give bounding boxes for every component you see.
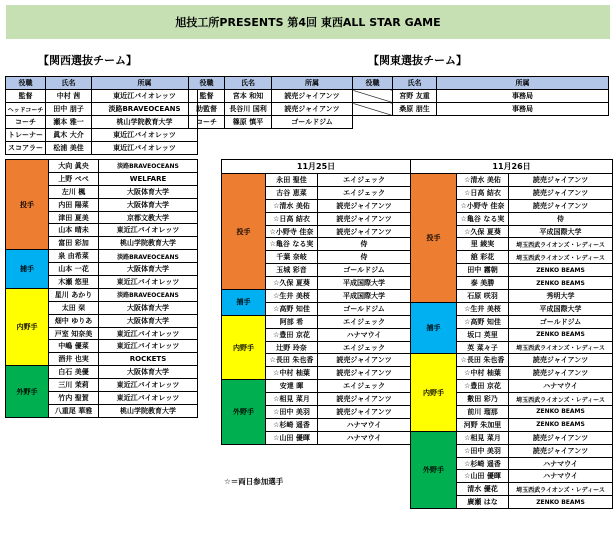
player-name: ☆久保 夏葵 [266,277,318,290]
player-name: 里 綾実 [457,238,509,251]
player-name: 石原 咲羽 [457,290,509,303]
player-team: 埼玉西武ライオンズ・レディース [509,483,613,496]
table-row [353,90,609,103]
player-team: 読売ジャイアンツ [318,354,411,367]
player-name: ☆長田 朱也香 [457,354,509,367]
position-cell: 内野手 [6,288,49,365]
table-row [6,129,198,142]
player-team: 秀明大学 [509,290,613,303]
column-header: 所属 [437,77,609,90]
role-cell: 監督 [189,90,225,103]
player-team: ROCKETS [99,353,198,366]
player-team: 東近江バイオレッツ [99,379,198,392]
player-team: エイジェック [318,186,411,199]
player-row [411,302,613,315]
table-row [353,103,609,116]
position-cell: 投手 [6,160,49,250]
player-name: ☆小野寺 佳奈 [266,225,318,238]
player-team: 平成国際大学 [509,225,613,238]
date-header-row [222,160,411,174]
player-row [6,366,198,379]
empty-role-cell [353,90,393,103]
player-name: 阿部 希 [266,315,318,328]
player-team: 読売ジャイアンツ [318,225,411,238]
player-team: ハナマウイ [318,431,411,444]
team-cell: 淡路BRAVEOCEANS [92,103,198,116]
player-name: ☆清水 美佑 [457,174,509,187]
player-team: 侍 [318,251,411,264]
player-row [6,160,198,173]
player-team: 侍 [509,212,613,225]
player-name: 山本 一花 [49,263,99,276]
player-name: ☆田中 美羽 [457,444,509,457]
player-team: ZENKO BEAMS [509,277,613,290]
player-name: 舘 彩花 [457,251,509,264]
player-team: ZENKO BEAMS [509,328,613,341]
name-cell: 田中 朋子 [46,103,92,116]
table-row [6,142,198,155]
player-team: 読売ジャイアンツ [509,199,613,212]
player-name: ☆山田 優暉 [457,470,509,483]
position-cell: 投手 [411,174,457,303]
player-name: ☆杉崎 遥香 [457,457,509,470]
role-cell: コーチ [189,116,225,129]
player-name: ☆中村 柚葉 [457,367,509,380]
team-cell: 読売ジャイアンツ [272,90,353,103]
player-name: 泰 美勝 [457,277,509,290]
player-team: 大阪体育大学 [99,366,198,379]
name-cell: 眞木 大介 [46,129,92,142]
player-name: 玉城 彩音 [266,264,318,277]
player-name: 酒井 也実 [49,353,99,366]
player-name: ☆杉崎 遥香 [266,418,318,431]
player-team: 読売ジャイアンツ [318,367,411,380]
name-cell: 松浦 美佳 [46,142,92,155]
player-team: 大阪体育大学 [99,198,198,211]
player-row [222,290,411,303]
player-team: ZENKO BEAMS [509,406,613,419]
player-team: エイジェック [318,380,411,393]
player-team: 東近江バイオレッツ [99,392,198,405]
kanto-day1-body [222,174,411,445]
player-team: ハナマウイ [318,328,411,341]
team-cell: 読売ジャイアンツ [272,103,353,116]
player-name: 河野 朱加里 [457,418,509,431]
player-team: 東近江バイオレッツ [99,224,198,237]
player-team: 読売ジャイアンツ [318,393,411,406]
kanto-day2-body [411,174,613,509]
kansai-players-body [6,160,198,418]
player-name: 安達 暉 [266,380,318,393]
player-team: 埼玉西武ライオンズ・レディース [509,238,613,251]
kanto-staff-table [188,76,353,129]
name-cell: 長谷川 国利 [225,103,272,116]
player-team: 東近江バイオレッツ [99,276,198,289]
team-cell: 東近江バイオレッツ [92,90,198,103]
team-cell: 東近江バイオレッツ [92,142,198,155]
player-row [6,288,198,301]
player-team: 大阪体育大学 [99,185,198,198]
kanto-day1-table [221,159,411,445]
name-cell: 篠原 慎平 [225,116,272,129]
role-cell: トレーナー [6,129,46,142]
role-cell: コーチ [6,116,46,129]
role-cell: ヘッドコーチ [6,103,46,116]
team-cell: 事務局 [437,90,609,103]
player-team: 読売ジャイアンツ [318,199,411,212]
player-row [411,354,613,367]
kansai-staff-table [5,76,198,155]
team-cell: ゴールドジム [272,116,353,129]
date-header-row [411,160,613,174]
position-cell: 投手 [222,174,266,290]
player-team: ZENKO BEAMS [509,418,613,431]
player-name: ☆日高 結衣 [266,212,318,225]
player-name: 富田 彩加 [49,237,99,250]
player-team: 読売ジャイアンツ [318,212,411,225]
player-name: 上野 ぺぺ [49,172,99,185]
player-row [222,315,411,328]
player-team: ZENKO BEAMS [509,264,613,277]
player-name: 前川 瑠那 [457,406,509,419]
player-name: 三川 茉莉 [49,379,99,392]
player-team: ZENKO BEAMS [509,496,613,509]
table-row [189,90,353,103]
player-team: 埼玉西武ライオンズ・レディース [509,393,613,406]
player-name: ☆相見 菜月 [266,393,318,406]
player-team: 東近江バイオレッツ [99,327,198,340]
player-team: 大阪体育大学 [99,263,198,276]
player-team: 埼玉西武ライオンズ・レディース [509,251,613,264]
player-name: 星川 あかり [49,288,99,301]
player-name: ☆亀谷 なる実 [266,238,318,251]
kanto-office-staff-table [352,76,609,116]
player-team: エイジェック [318,315,411,328]
kansai-team-heading: 【関西選抜チーム】 [38,54,137,67]
kanto-day2-table [410,159,613,509]
role-cell: スコアラー [6,142,46,155]
player-name: 左川 楓 [49,185,99,198]
position-cell: 捕手 [222,290,266,316]
player-name: 數田 彩乃 [457,393,509,406]
player-name: ☆日高 結衣 [457,186,509,199]
player-team: ゴールドジム [318,302,411,315]
player-team: 平成国際大学 [318,290,411,303]
player-name: 辻野 玲奈 [266,341,318,354]
player-team: ゴールドジム [509,315,613,328]
column-header: 役職 [353,77,393,90]
position-cell: 外野手 [6,366,49,418]
column-header: 所属 [272,77,353,90]
team-cell: 事務局 [437,103,609,116]
player-name: ☆豊田 京花 [266,328,318,341]
player-team: ハナマウイ [509,380,613,393]
table-row [6,116,198,129]
player-team: 読売ジャイアンツ [509,444,613,457]
player-row [411,174,613,187]
player-team: 読売ジャイアンツ [509,174,613,187]
player-team: WELFARE [99,172,198,185]
player-name: ☆高野 知佳 [266,302,318,315]
page-title: 旭技工所PRESENTS 第4回 東西ALL STAR GAME [6,5,610,39]
player-team: 読売ジャイアンツ [318,406,411,419]
player-team: 桃山学院教育大学 [99,404,198,417]
player-name: ☆相見 菜月 [457,431,509,444]
player-name: ☆中村 柚葉 [266,367,318,380]
column-header: 所属 [92,77,198,90]
legend-note: ☆＝両日参加選手 [224,477,284,486]
player-team: 大阪体育大学 [99,314,198,327]
player-name: 白石 美優 [49,366,99,379]
position-cell: 外野手 [411,431,457,508]
player-team: 読売ジャイアンツ [509,431,613,444]
player-name: 内田 陽菜 [49,198,99,211]
player-team: 読売ジャイアンツ [509,354,613,367]
position-cell: 捕手 [6,250,49,289]
column-header: 氏名 [393,77,437,90]
player-name: 八重尾 華雅 [49,404,99,417]
player-name: ☆高野 知佳 [457,315,509,328]
player-name: 田中 霧朝 [457,264,509,277]
position-cell: 外野手 [222,380,266,444]
player-name: 千葉 奈岐 [266,251,318,264]
player-name: 英 菜々子 [457,341,509,354]
player-name: ☆長田 朱也香 [266,354,318,367]
column-header: 役職 [189,77,225,90]
name-cell: 桑原 朋生 [393,103,437,116]
kansai-players-table [5,159,198,418]
player-name: ☆田中 美羽 [266,406,318,419]
player-team: 東近江バイオレッツ [99,340,198,353]
table-row [189,116,353,129]
position-cell: 内野手 [222,315,266,379]
player-row [6,250,198,263]
player-row [411,431,613,444]
column-header: 氏名 [46,77,92,90]
position-cell: 捕手 [411,302,457,354]
player-name: ☆生井 美桜 [457,302,509,315]
player-name: ☆久保 夏葵 [457,225,509,238]
team-cell: 桃山学院教育大学 [92,116,198,129]
player-name: ☆亀谷 なる実 [457,212,509,225]
role-cell: 監督 [6,90,46,103]
player-team: 淡路BRAVEOCEANS [99,288,198,301]
table-row [189,103,353,116]
player-name: 津田 夏美 [49,211,99,224]
table-header-row [353,77,609,90]
player-name: ☆小野寺 佳奈 [457,199,509,212]
date-header: 11月25日 [222,160,411,174]
player-team: 埼玉西武ライオンズ・レディース [509,341,613,354]
name-cell: 宮本 和知 [225,90,272,103]
player-team: エイジェック [318,341,411,354]
position-cell: 内野手 [411,354,457,431]
player-name: ☆生井 美桜 [266,290,318,303]
player-name: 清水 優花 [457,483,509,496]
table-row [6,90,198,103]
player-team: 淡路BRAVEOCEANS [99,250,198,263]
player-name: 太田 栞 [49,301,99,314]
player-name: 木瀬 悠里 [49,276,99,289]
table-header-row [189,77,353,90]
player-team: 読売ジャイアンツ [509,367,613,380]
name-cell: 中村 茜 [46,90,92,103]
player-name: 泉 由希菜 [49,250,99,263]
player-name: 古谷 恵菜 [266,186,318,199]
player-name: 坂口 英里 [457,328,509,341]
player-team: ハナマウイ [509,470,613,483]
player-team: ハナマウイ [318,418,411,431]
role-cell: 助監督 [189,103,225,116]
name-cell: 宮野 友重 [393,90,437,103]
empty-role-cell [353,103,393,116]
player-name: 永田 聖佳 [266,174,318,187]
player-team: エイジェック [318,174,411,187]
player-team: 読売ジャイアンツ [509,186,613,199]
player-name: 畑中 ゆりあ [49,314,99,327]
player-team: 淡路BRAVEOCEANS [99,160,198,173]
player-row [222,380,411,393]
player-name: 戸室 知奈美 [49,327,99,340]
player-row [222,174,411,187]
player-name: ☆清水 美佑 [266,199,318,212]
player-team: ハナマウイ [509,457,613,470]
player-team: 侍 [318,238,411,251]
player-name: ☆山田 優暉 [266,431,318,444]
player-team: 桃山学院教育大学 [99,237,198,250]
player-name: 中嶋 優菜 [49,340,99,353]
team-cell: 東近江バイオレッツ [92,129,198,142]
column-header: 役職 [6,77,46,90]
player-team: 大阪体育大学 [99,301,198,314]
name-cell: 瀬本 雅一 [46,116,92,129]
player-name: 竹内 聖賀 [49,392,99,405]
player-name: 山本 晴未 [49,224,99,237]
player-name: ☆豊田 京花 [457,380,509,393]
player-team: 京都文教大学 [99,211,198,224]
date-header: 11月26日 [411,160,613,174]
player-name: 大向 眞央 [49,160,99,173]
player-team: ゴールドジム [318,264,411,277]
table-header-row [6,77,198,90]
player-team: 平成国際大学 [509,302,613,315]
table-row [6,103,198,116]
player-team: 平成国際大学 [318,277,411,290]
player-name: 廣瀬 はな [457,496,509,509]
column-header: 氏名 [225,77,272,90]
kanto-team-heading: 【関東選抜チーム】 [368,54,467,67]
